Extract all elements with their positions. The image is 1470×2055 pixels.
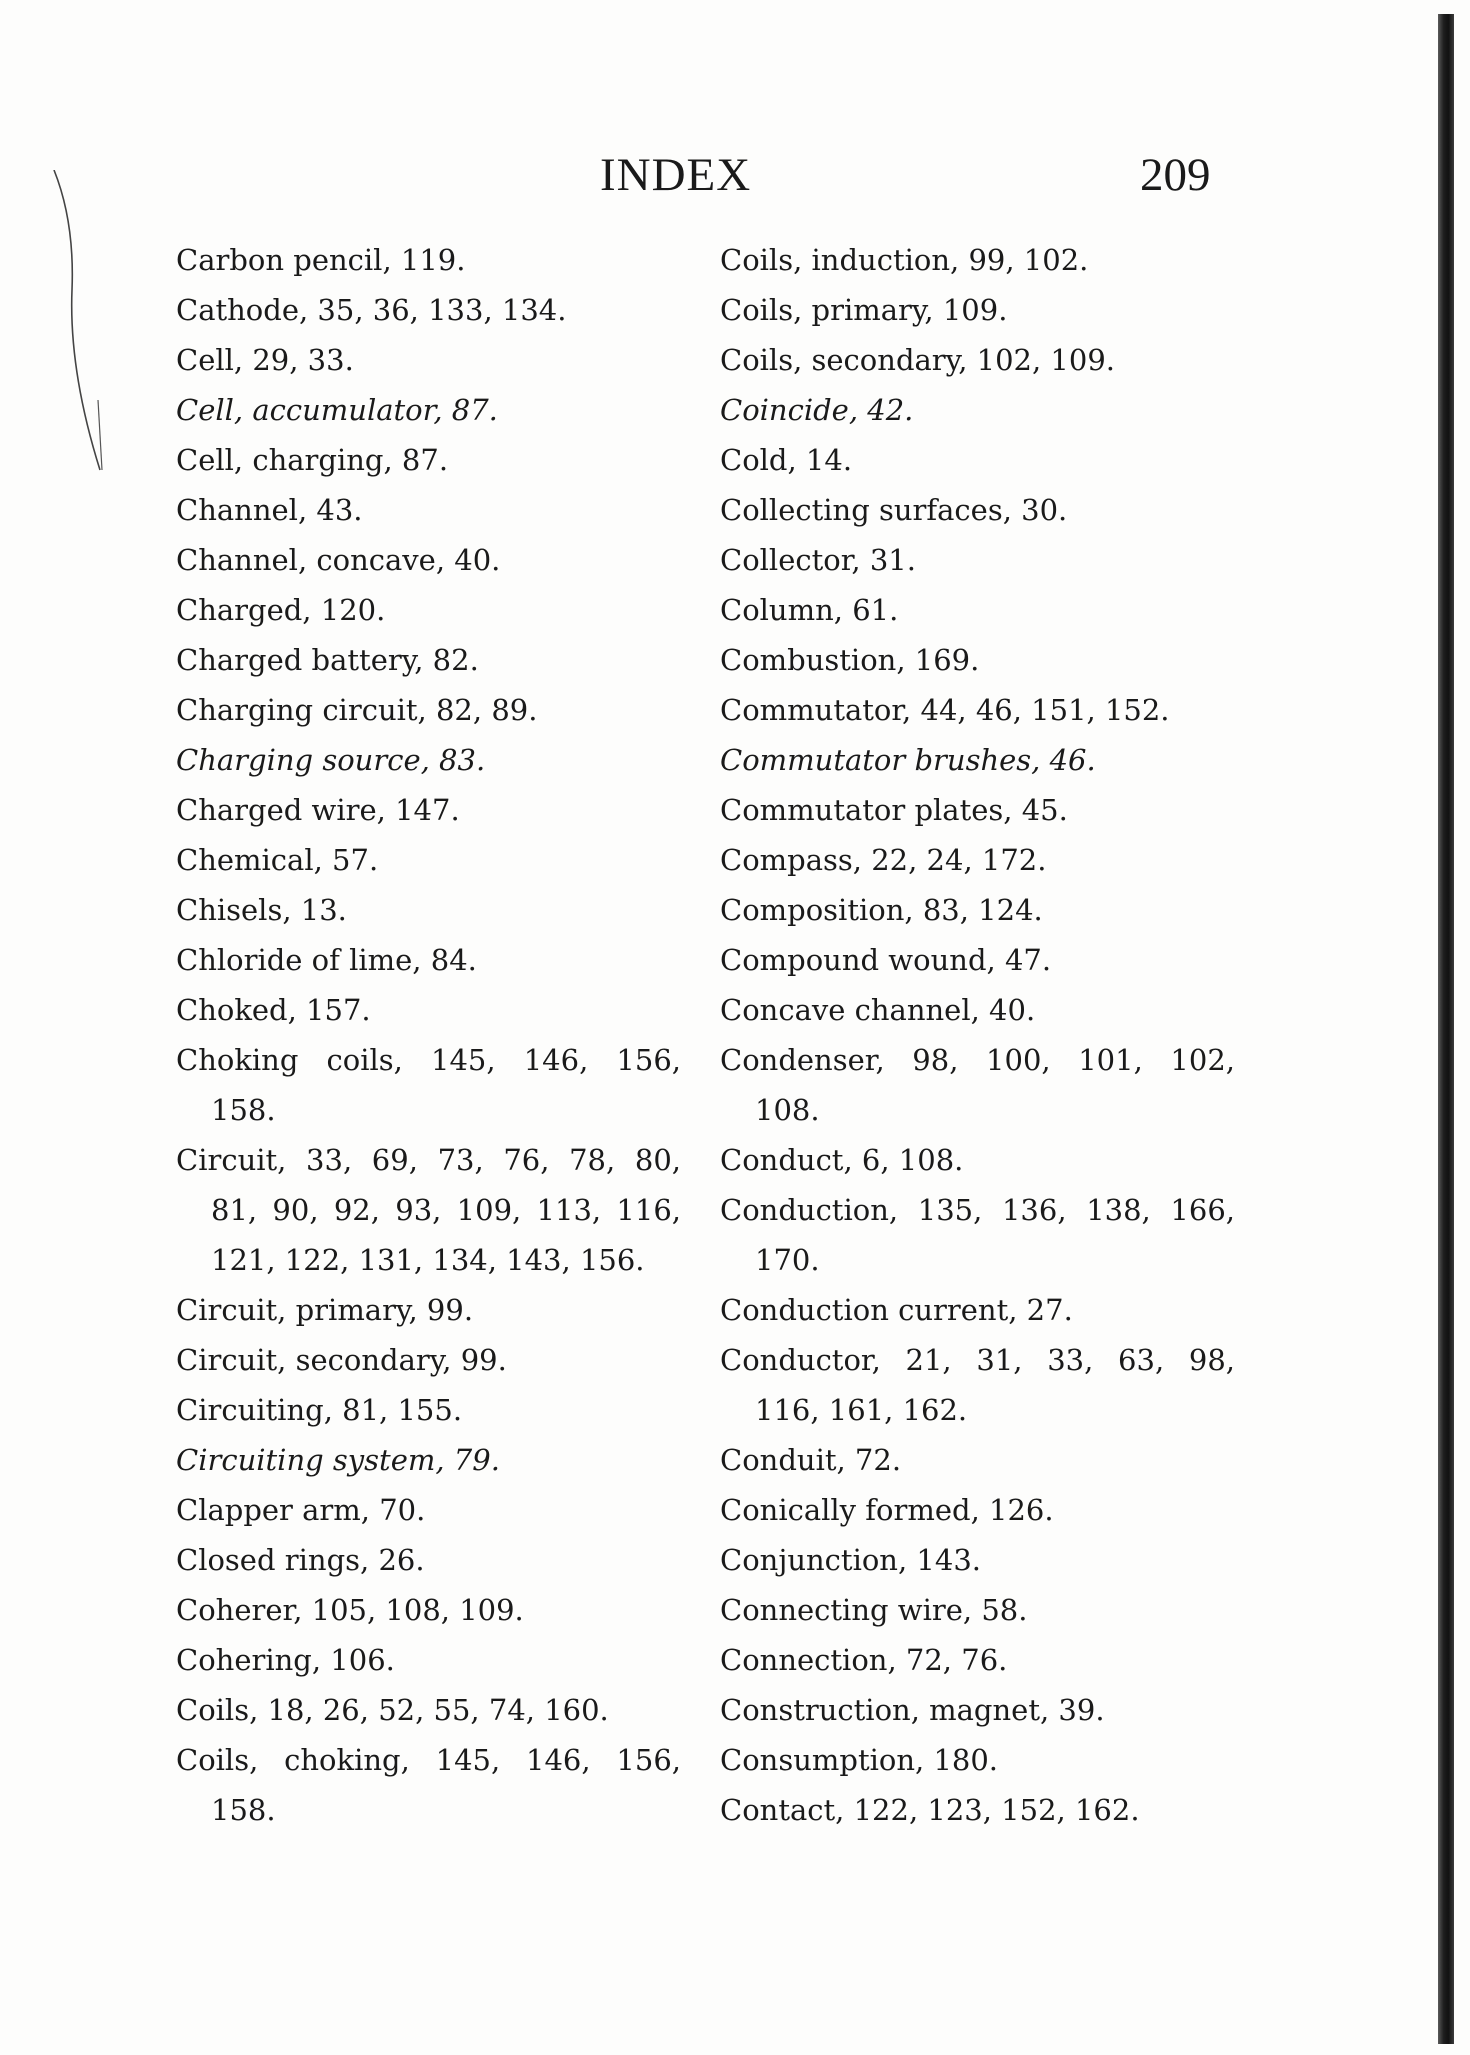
index-entry-text: Cell, charging, 87.	[176, 443, 449, 477]
index-entry	[720, 285, 1235, 335]
index-entry	[720, 785, 1235, 835]
page-edge-binding	[1438, 14, 1454, 2044]
index-entry	[720, 1485, 1235, 1535]
index-entry-text: Circuiting system, 79.	[176, 1443, 500, 1477]
index-column-left	[176, 235, 681, 1835]
index-entry	[720, 1735, 1235, 1785]
index-entry-text: Chloride of lime, 84.	[176, 943, 477, 977]
index-column-right	[720, 235, 1235, 1835]
index-entry-continuation: 158.	[211, 1093, 276, 1127]
index-entry	[720, 1335, 1235, 1435]
index-entry	[720, 385, 1235, 435]
index-entry-text: Contact, 122, 123, 152, 162.	[720, 1793, 1140, 1827]
index-entry	[176, 1735, 681, 1835]
index-entry-text: Coils, induction, 99, 102.	[720, 243, 1089, 277]
index-entry	[176, 1535, 681, 1585]
index-entry	[176, 485, 681, 535]
index-entry	[720, 335, 1235, 385]
index-entry-text: Commutator, 44, 46, 151, 152.	[720, 693, 1170, 727]
index-entry	[720, 1585, 1235, 1635]
index-entry-text: Condenser, 98, 100, 101, 102,	[720, 1043, 1235, 1077]
index-entry-text: Choked, 157.	[176, 993, 371, 1027]
index-entry-text: Coherer, 105, 108, 109.	[176, 1593, 524, 1627]
index-entry	[720, 835, 1235, 885]
index-entry-text: Channel, concave, 40.	[176, 543, 501, 577]
index-entry-text: Collecting surfaces, 30.	[720, 493, 1068, 527]
index-entry-text: Conduction, 135, 136, 138, 166,	[720, 1193, 1235, 1227]
page-title: INDEX	[600, 149, 752, 201]
index-entry-text: Commutator plates, 45.	[720, 793, 1068, 827]
index-entry-text: Charged battery, 82.	[176, 643, 479, 677]
index-entry	[176, 885, 681, 935]
index-entry-text: Coils, 18, 26, 52, 55, 74, 160.	[176, 1693, 609, 1727]
index-entry-text: Connection, 72, 76.	[720, 1643, 1008, 1677]
index-entry	[176, 635, 681, 685]
index-entry-text: Cell, accumulator, 87.	[176, 393, 498, 427]
index-entry	[176, 735, 681, 785]
index-entry	[720, 1635, 1235, 1685]
index-entry-text: Coincide, 42.	[720, 393, 914, 427]
index-entry	[176, 1385, 681, 1435]
index-entry	[720, 1185, 1235, 1285]
index-entry	[176, 285, 681, 335]
index-entry-text: Coils, secondary, 102, 109.	[720, 343, 1115, 377]
index-entry-text: Combustion, 169.	[720, 643, 980, 677]
index-entry	[176, 1285, 681, 1335]
index-entry	[720, 435, 1235, 485]
index-entry-text: Cold, 14.	[720, 443, 853, 477]
index-entry-text: Cathode, 35, 36, 133, 134.	[176, 293, 567, 327]
index-entry-text: Coils, primary, 109.	[720, 293, 1008, 327]
index-entry-text: Chemical, 57.	[176, 843, 379, 877]
index-entry-text: Circuit, secondary, 99.	[176, 1343, 507, 1377]
index-entry	[176, 1335, 681, 1385]
index-entry	[720, 1785, 1235, 1835]
index-entry	[176, 985, 681, 1035]
index-entry	[720, 1685, 1235, 1735]
index-entry-text: Charging circuit, 82, 89.	[176, 693, 538, 727]
index-entry	[176, 1685, 681, 1735]
index-entry	[720, 735, 1235, 785]
index-entry-text: Compass, 22, 24, 172.	[720, 843, 1047, 877]
index-entry-continuation: 108.	[755, 1093, 820, 1127]
index-entry	[176, 235, 681, 285]
index-entry-text: Commutator brushes, 46.	[720, 743, 1096, 777]
index-entry	[720, 1535, 1235, 1585]
index-entry-text: Cell, 29, 33.	[176, 343, 354, 377]
index-entry-text: Conduit, 72.	[720, 1443, 902, 1477]
index-entry	[720, 485, 1235, 535]
index-entry	[176, 335, 681, 385]
index-entry-text: Circuiting, 81, 155.	[176, 1393, 463, 1427]
index-entry-continuation: 170.	[755, 1243, 820, 1277]
index-entry-text: Connecting wire, 58.	[720, 1593, 1028, 1627]
index-entry-text: Channel, 43.	[176, 493, 363, 527]
index-entry-text: Choking coils, 145, 146, 156,	[176, 1043, 681, 1077]
index-entry	[720, 935, 1235, 985]
index-entry-text: Cohering, 106.	[176, 1643, 395, 1677]
index-entry	[176, 1035, 681, 1135]
index-entry-text: Circuit, 33, 69, 73, 76, 78, 80,	[176, 1143, 681, 1177]
index-entry-text: Chisels, 13.	[176, 893, 347, 927]
index-entry	[176, 1485, 681, 1535]
index-entry-text: Conduct, 6, 108.	[720, 1143, 964, 1177]
index-entry	[176, 535, 681, 585]
index-entry-continuation: 81, 90, 92, 93, 109, 113, 116,	[211, 1193, 681, 1227]
index-entry-text: Conductor, 21, 31, 33, 63, 98,	[720, 1343, 1235, 1377]
index-entry-text: Column, 61.	[720, 593, 899, 627]
index-entry	[176, 835, 681, 885]
index-entry-text: Concave channel, 40.	[720, 993, 1036, 1027]
index-entry	[176, 385, 681, 435]
index-entry-text: Conically formed, 126.	[720, 1493, 1054, 1527]
index-entry-text: Closed rings, 26.	[176, 1543, 425, 1577]
index-entry	[720, 885, 1235, 935]
index-entry-text: Consumption, 180.	[720, 1743, 999, 1777]
index-entry-text: Charging source, 83.	[176, 743, 486, 777]
index-entry-text: Conjunction, 143.	[720, 1543, 981, 1577]
index-entry	[720, 1435, 1235, 1485]
index-entry	[176, 585, 681, 635]
index-entry	[720, 1285, 1235, 1335]
index-entry-text: Compound wound, 47.	[720, 943, 1052, 977]
index-entry	[720, 1035, 1235, 1135]
index-entry	[720, 585, 1235, 635]
margin-pencil-mark	[48, 170, 108, 480]
index-entry	[720, 235, 1235, 285]
index-entry	[720, 535, 1235, 585]
index-entry-text: Clapper arm, 70.	[176, 1493, 426, 1527]
index-entry-text: Coils, choking, 145, 146, 156,	[176, 1743, 681, 1777]
index-entry-text: Construction, magnet, 39.	[720, 1693, 1105, 1727]
index-entry	[176, 1435, 681, 1485]
index-entry-continuation: 158.	[211, 1793, 276, 1827]
index-entry-text: Circuit, primary, 99.	[176, 1293, 474, 1327]
index-entry	[720, 1135, 1235, 1185]
index-entry	[720, 685, 1235, 735]
index-entry	[176, 1635, 681, 1685]
index-entry	[176, 435, 681, 485]
index-entry-continuation: 121, 122, 131, 134, 143, 156.	[211, 1243, 645, 1277]
index-entry-text: Charged, 120.	[176, 593, 386, 627]
index-entry	[176, 1585, 681, 1635]
index-entry	[176, 1135, 681, 1285]
index-entry	[720, 985, 1235, 1035]
index-entry-continuation: 116, 161, 162.	[755, 1393, 968, 1427]
index-entry-text: Collector, 31.	[720, 543, 916, 577]
index-entry	[176, 785, 681, 835]
page-number: 209	[1140, 149, 1211, 201]
index-entry	[720, 635, 1235, 685]
index-entry-text: Conduction current, 27.	[720, 1293, 1073, 1327]
index-entry-text: Composition, 83, 124.	[720, 893, 1043, 927]
index-entry	[176, 685, 681, 735]
index-entry-text: Carbon pencil, 119.	[176, 243, 466, 277]
index-entry	[176, 935, 681, 985]
index-entry-text: Charged wire, 147.	[176, 793, 460, 827]
